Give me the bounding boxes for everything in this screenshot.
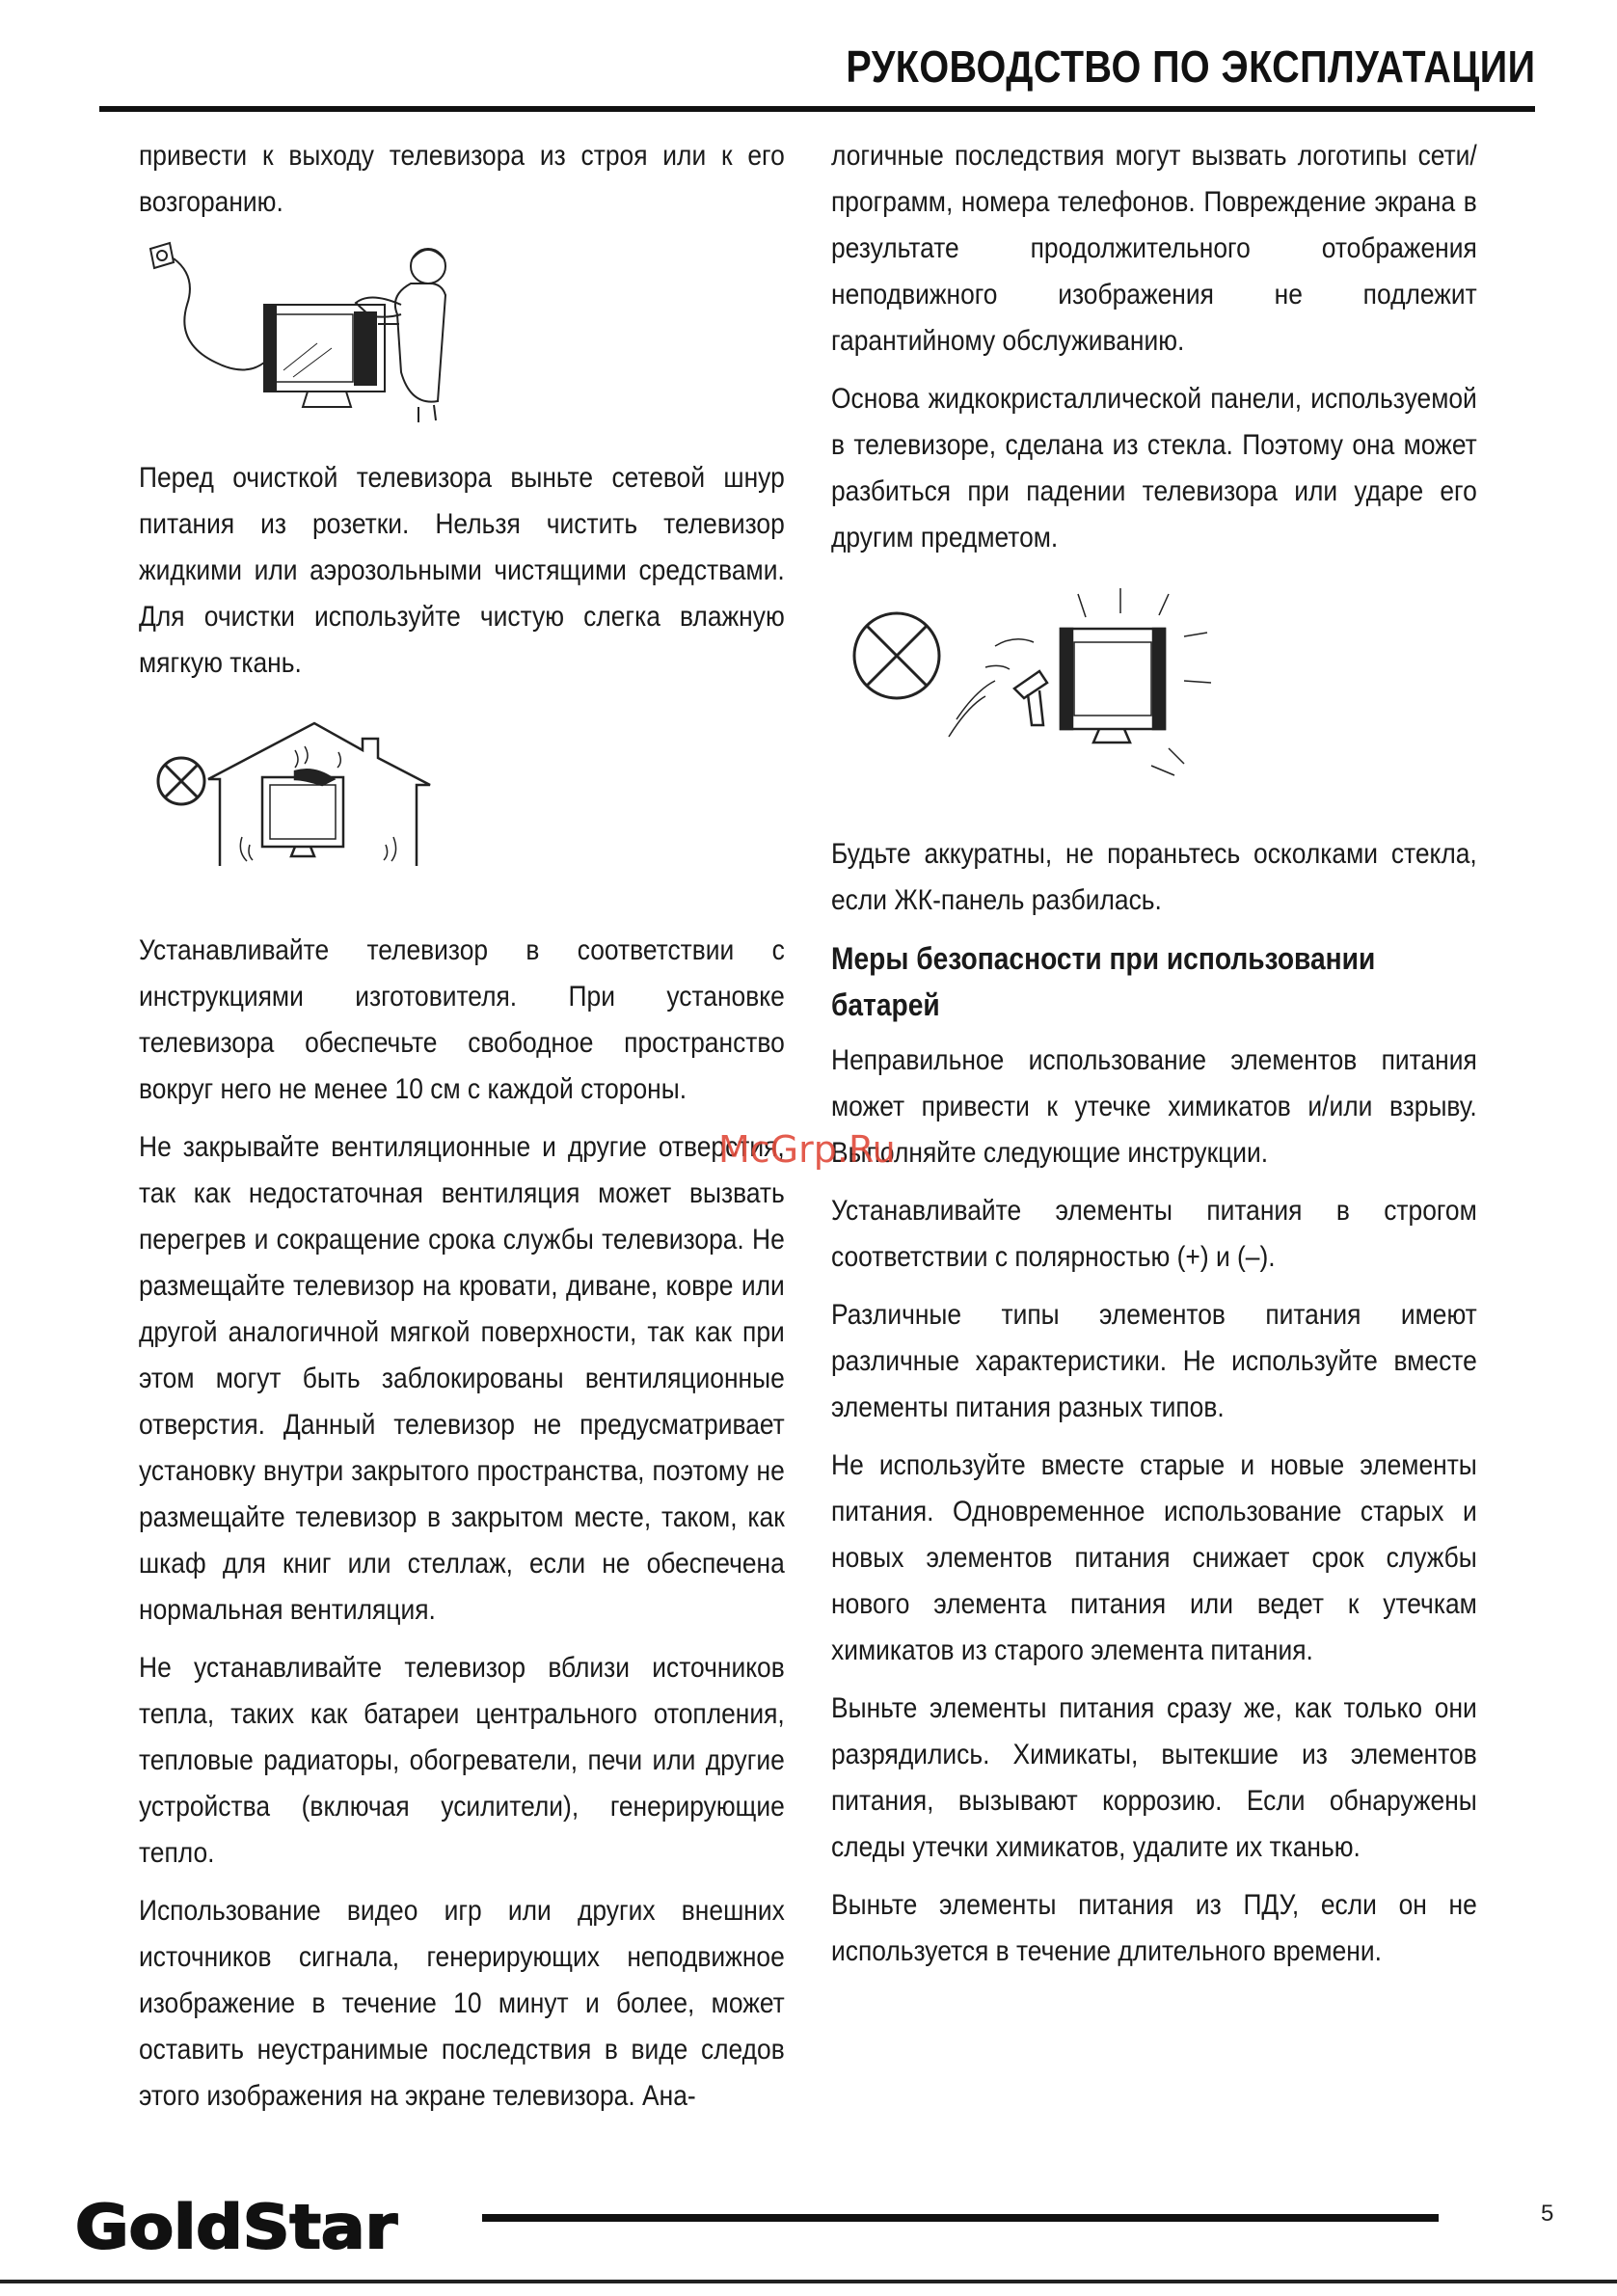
right-column (831, 133, 1477, 1986)
left-paragraph-6: Использование видео игр или других внешних источников сигнала, генерирующих неподвижное изображение в течение 10 минут и более, может оставить неустранимые последствия в виде следов этого изображения на экране телевизора. Ана- (139, 1895, 785, 2112)
left-paragraph-1: привести к выходу телевизора из строя или к его возгоранию. (139, 140, 785, 218)
ventilation-house-illustration (150, 721, 459, 895)
left-column (139, 133, 785, 2131)
right-paragraph-2: Основа жидкокристаллической панели, используемой в телевизоре, сделана из стекла. Поэтому она может разбиться при падении телевизора или ударе его другим предметом. (831, 383, 1477, 554)
right-paragraph-9: Выньте элементы питания из ПДУ, если он не используется в течение длительного времени. (831, 1889, 1477, 1967)
battery-safety-heading: Меры безопасности при использовании батарей (831, 941, 1376, 1022)
broken-glass-impact-illustration (841, 575, 1226, 797)
header-rule (99, 106, 1535, 112)
right-paragraph-4: Неправильное использование элементов питания может привести к утечке химикатов и/или взрыву. Выполняйте следующие инструкции. (831, 1044, 1477, 1169)
watermark: McGrp.Ru (718, 1128, 896, 1171)
right-paragraph-1: логичные последствия могут вызвать логотипы сети/программ, номера телефонов. Повреждение экрана в результате продолжительного отображения неподвижного изображения не подлежит гарантийному обслуживанию. (831, 140, 1477, 357)
right-paragraph-6: Различные типы элементов питания имеют различные характеристики. Не используйте вместе элементы питания разных типов. (831, 1299, 1477, 1423)
goldstar-logo (75, 2194, 422, 2261)
page-header-title: РУКОВОДСТВО ПО ЭКСПЛУАТАЦИИ (845, 41, 1535, 92)
cleaning-tv-illustration (148, 237, 476, 430)
left-paragraph-3: Устанавливайте телевизор в соответствии с инструкциями изготовителя. При установке телевизора обеспечьте свободное пространство вокруг него не менее 10 см с каждой стороны. (139, 934, 785, 1105)
left-paragraph-4: Не закрывайте вентиляционные и другие отверстия, так как недостаточная вентиляция может вызвать перегрев и сокращение срока службы телевизора. Не размещайте телевизор на кровати, диване, ковре или другой аналогичной мягкой поверхности, так как при этом могут быть заблокированы вентиляционные отверстия. Данный телевизор не предусматривает установку внутри закрытого пространства, поэтому не размещайте телевизор в закрытом месте, таком, как шкаф для книг или стеллаж, если не обеспечена нормальная вентиляция. (139, 1131, 785, 1626)
footer-rule (482, 2214, 1439, 2222)
bottom-edge-rule (0, 2280, 1617, 2283)
left-paragraph-2: Перед очисткой телевизора выньте сетевой шнур питания из розетки. Нельзя чистить телевизор жидкими или аэрозольными чистящими средствами. Для очистки используйте чистую слегка влажную мягкую ткань. (139, 462, 785, 679)
right-paragraph-8: Выньте элементы питания сразу же, как только они разрядились. Химикаты, вытекшие из элементов питания, вызывают коррозию. Если обнаружены следы утечки химикатов, удалите их тканью. (831, 1692, 1477, 1863)
right-paragraph-5: Устанавливайте элементы питания в строгом соответствии с полярностью (+) и (–). (831, 1195, 1477, 1273)
page-number: 5 (1541, 2201, 1554, 2227)
right-paragraph-7: Не используйте вместе старые и новые элементы питания. Одновременное использование старых и новых элементов питания снижает срок службы нового элемента питания или ведет к утечкам химикатов из старого элемента питания. (831, 1449, 1477, 1666)
right-paragraph-3: Будьте аккуратны, не пораньтесь осколками стекла, если ЖК-панель разбилась. (831, 838, 1477, 916)
left-paragraph-5: Не устанавливайте телевизор вблизи источников тепла, таких как батареи центрального отопления, тепловые радиаторы, обогреватели, печи или другие устройства (включая усилители), генерирующие тепло. (139, 1652, 785, 1869)
brand-logo-text: GoldStar (75, 2194, 398, 2261)
